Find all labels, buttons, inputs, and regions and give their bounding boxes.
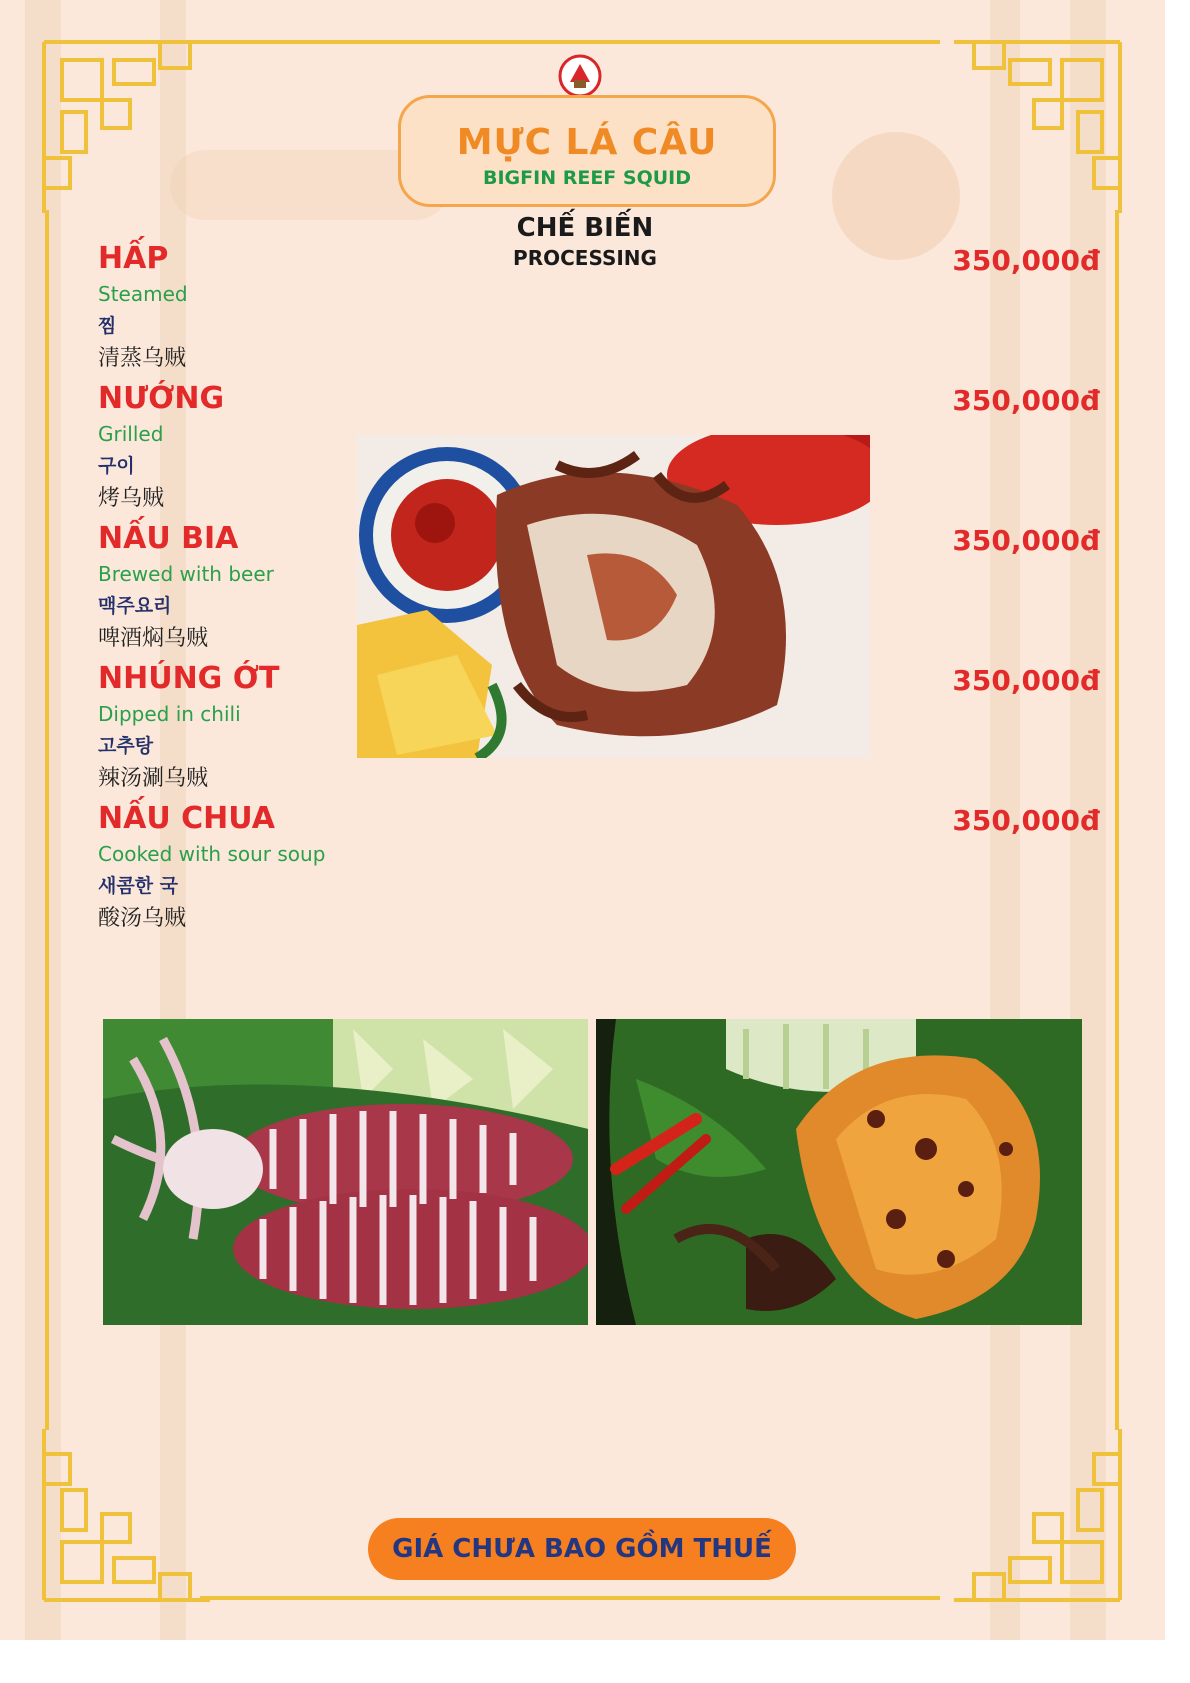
item-name-ko: 맥주요리: [98, 595, 172, 617]
raw-squid-photo: [103, 1019, 588, 1325]
item-name-ko: 고추탕: [98, 735, 154, 757]
frame-left: [45, 210, 49, 1430]
item-name-vn: HẤP: [98, 241, 169, 276]
item-price: 350,000đ: [952, 244, 1100, 277]
corner-ornament-bottom-right: [944, 1424, 1124, 1604]
title-box: [398, 95, 776, 207]
item-name-vn: NHÚNG ỚT: [98, 661, 280, 696]
section-heading: [440, 213, 730, 270]
corner-ornament-top-right: [944, 38, 1124, 218]
item-price: 350,000đ: [952, 804, 1100, 837]
item-name-ko: 구이: [98, 455, 135, 477]
corner-ornament-bottom-left: [40, 1424, 220, 1604]
item-price: 350,000đ: [952, 664, 1100, 697]
grilled-squid-herbs-photo: [596, 1019, 1082, 1325]
item-name-zh: 清蒸乌贼: [98, 346, 187, 371]
item-name-ko: 찜: [98, 315, 117, 337]
item-name-en: Brewed with beer: [98, 562, 274, 586]
frame-top: [200, 40, 940, 44]
frame-right: [1115, 210, 1119, 1430]
item-name-en: Steamed: [98, 282, 188, 306]
item-name-zh: 辣汤涮乌贼: [98, 766, 209, 791]
item-name-vn: NẤU BIA: [98, 521, 239, 556]
corner-ornament-top-left: [40, 38, 220, 218]
item-name-en: Grilled: [98, 422, 164, 446]
bamboo-decoration: [25, 0, 61, 1640]
section-title-en: PROCESSING: [513, 246, 657, 270]
item-price: 350,000đ: [952, 384, 1100, 417]
dish-title: MỰC LÁ CÂU: [456, 122, 718, 163]
item-name-ko: 새콤한 국: [98, 875, 179, 897]
tax-note-text: GIÁ CHƯA BAO GỒM THUẾ: [392, 1534, 772, 1564]
menu-item: [98, 800, 458, 936]
item-name-en: Cooked with sour soup: [98, 842, 326, 866]
item-name-zh: 酸汤乌贼: [98, 906, 187, 931]
item-name-vn: NẤU CHUA: [98, 801, 275, 836]
item-name-vn: NƯỚNG: [98, 381, 225, 416]
dish-subtitle: BIGFIN REEF SQUID: [483, 167, 691, 189]
menu-item: [98, 240, 458, 376]
item-name-zh: 啤酒焖乌贼: [98, 626, 209, 651]
item-name-zh: 烤乌贼: [98, 486, 165, 511]
tax-note-badge: [368, 1518, 796, 1580]
frame-bottom: [200, 1596, 940, 1600]
item-price: 350,000đ: [952, 524, 1100, 557]
item-name-en: Dipped in chili: [98, 702, 241, 726]
section-title-vn: CHẾ BIẾN: [516, 213, 654, 243]
grilled-squid-photo: [357, 435, 870, 758]
sun-decoration: [832, 132, 960, 260]
